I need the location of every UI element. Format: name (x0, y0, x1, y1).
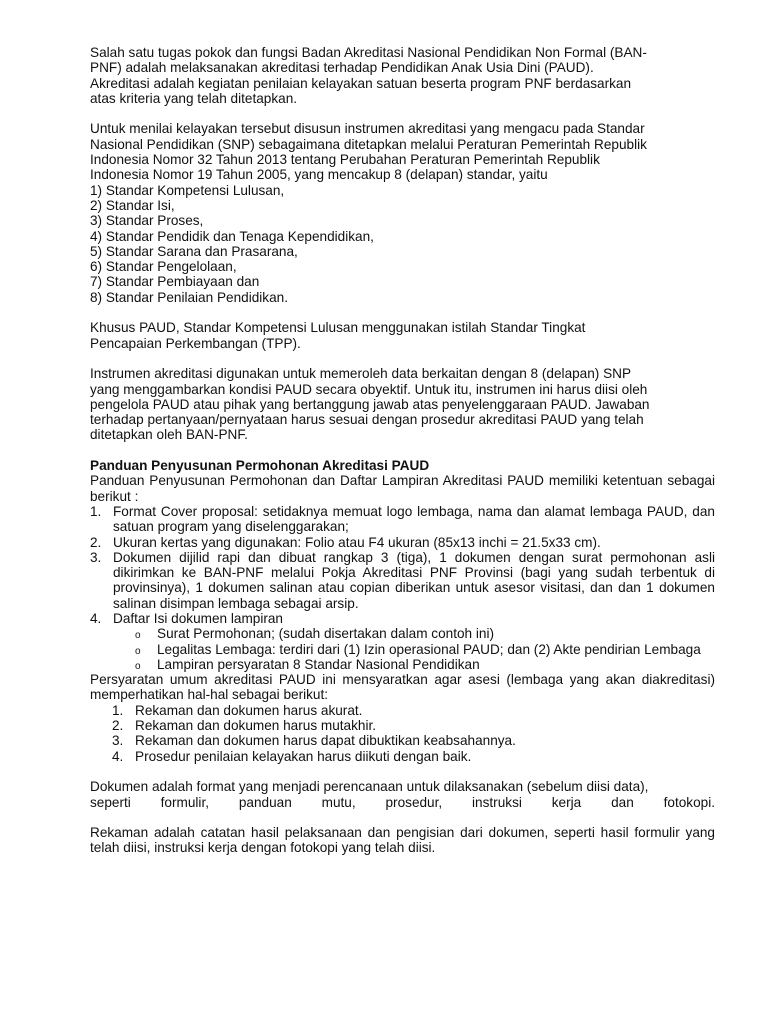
document-page (90, 45, 715, 871)
dokumen-line: Dokumen adalah format yang menjadi perencanaan untuk dilaksanakan (sebelum diisi data), (90, 779, 649, 795)
instrumen-line: Untuk menilai kelayakan tersebut disusun instrumen akreditasi yang mengacu pada Standar (90, 121, 645, 137)
intro-paragraph (90, 45, 715, 106)
dokumen-line: seperti formulir, panduan mutu, prosedur, instruksi kerja dan fotokopi. (90, 794, 715, 810)
circle-bullet-icon: o (135, 630, 141, 642)
intro-line: PNF) adalah melaksanakan akreditasi terhadap Pendidikan Anak Usia Dini (PAUD). (90, 60, 594, 76)
sub-list-item-text: Legalitas Lembaga: terdiri dari (1) Izin operasional PAUD; dan (2) Akte pendirian Lembaga (157, 641, 701, 657)
lampiran-sublist (90, 626, 715, 672)
persyaratan-list (90, 703, 715, 764)
list-item-text: Ukuran kertas yang digunakan: Folio atau F4 ukuran (85x13 inchi = 21.5x33 cm). (113, 534, 601, 550)
standard-item: 1) Standar Kompetensi Lulusan, (90, 182, 285, 198)
standard-item: 7) Standar Pembiayaan dan (90, 274, 260, 290)
list-item-text: Rekaman dan dokumen harus dapat dibuktikan keabsahannya. (135, 733, 516, 749)
khusus-line: Pencapaian Perkembangan (TPP). (90, 335, 301, 351)
instrumen-data-line: Instrumen akreditasi digunakan untuk memeroleh data berkaitan dengan 8 (delapan) SNP (90, 366, 632, 382)
list-item-text: Rekaman dan dokumen harus akurat. (135, 702, 363, 718)
instrumen-paragraph (90, 121, 715, 305)
sub-list-item-text: Surat Permohonan; (sudah disertakan dalam contoh ini) (157, 626, 495, 642)
standard-item: 5) Standar Sarana dan Prasarana, (90, 243, 298, 259)
list-item (90, 749, 715, 764)
khusus-line: Khusus PAUD, Standar Kompetensi Lulusan menggunakan istilah Standar Tingkat (90, 320, 586, 336)
list-number: 4. (112, 748, 124, 764)
list-number: 3. (112, 733, 124, 749)
list-number: 4. (90, 610, 102, 626)
list-item (90, 718, 715, 733)
instrumen-data-line: pengelola PAUD atau pihak yang bertanggung jawab atas penyelenggaraan PAUD. Jawaban (90, 396, 650, 412)
sub-list-item-text: Lampiran persyaratan 8 Standar Nasional Pendidikan (157, 656, 480, 672)
khusus-paragraph (90, 320, 715, 351)
instrumen-data-line: terhadap pertanyaan/pernyataan harus sesuai dengan prosedur akreditasi PAUD yang telah (90, 412, 644, 428)
intro-line: atas kriteria yang telah ditetapkan. (90, 90, 298, 106)
standard-item: 4) Standar Pendidik dan Tenaga Kependidikan, (90, 228, 374, 244)
list-item (90, 733, 715, 748)
instrumen-data-paragraph (90, 366, 715, 442)
list-item-text: Rekaman dan dokumen harus mutakhir. (135, 718, 377, 734)
standard-item: 6) Standar Pengelolaan, (90, 259, 237, 275)
list-item (90, 703, 715, 718)
list-number: 2. (112, 718, 124, 734)
list-item-text: Daftar Isi dokumen lampiran (113, 610, 283, 626)
instrumen-data-line: ditetapkan oleh BAN-PNF. (90, 427, 248, 443)
list-item (90, 535, 715, 550)
dokumen-paragraph (90, 779, 715, 810)
panduan-section (90, 458, 715, 672)
persyaratan-intro: Persyaratan umum akreditasi PAUD ini mensyaratkan agar asesi (lembaga yang akan diakreditasi) memperhatikan hal-hal sebagai berikut: (90, 672, 715, 703)
sub-list-item (90, 642, 715, 657)
sub-list-item (90, 657, 715, 672)
standard-item: 2) Standar Isi, (90, 197, 175, 213)
instrumen-line: Indonesia Nomor 32 Tahun 2013 tentang Perubahan Peraturan Pemerintah Republik (90, 152, 600, 168)
intro-line: Salah satu tugas pokok dan fungsi Badan Akreditasi Nasional Pendidikan Non Formal (BAN- (90, 45, 647, 60)
standard-item: 3) Standar Proses, (90, 213, 204, 229)
persyaratan-section (90, 672, 715, 764)
list-item (90, 611, 715, 626)
instrumen-line: Nasional Pendidikan (SNP) sebagaimana ditetapkan melalui Peraturan Pemerintah Republik (90, 136, 647, 152)
standard-item: 8) Standar Penilaian Pendidikan. (90, 289, 288, 305)
list-item (90, 504, 715, 535)
list-item-text: Dokumen dijilid rapi dan dibuat rangkap 3 (tiga), 1 dokumen dengan surat permohonan asli dikirimkan ke BAN-PNF melalui Pokja Akreditasi PNF Provinsi (bagi yang sudah terbentuk di provinsinya), 1 dokumen salinan atau copian diberikan untuk asesor visitasi, dan dan 1 dokumen salinan disimpan lembaga sebagai arsip. (113, 549, 715, 611)
instrumen-line: Indonesia Nomor 19 Tahun 2005, yang mencakup 8 (delapan) standar, yaitu (90, 167, 548, 183)
list-item (90, 550, 715, 611)
list-number: 1. (112, 702, 124, 718)
list-item-text: Format Cover proposal: setidaknya memuat logo lembaga, nama dan alamat lembaga PAUD, dan satuan program yang diselenggarakan; (113, 503, 715, 535)
rekaman-paragraph: Rekaman adalah catatan hasil pelaksanaan dan pengisian dari dokumen, seperti hasil formulir yang telah diisi, instruksi kerja dengan fotokopi yang telah diisi. (90, 825, 715, 856)
instrumen-data-line: yang menggambarkan kondisi PAUD secara obyektif. Untuk itu, instrumen ini harus diisi oleh (90, 381, 648, 397)
list-number: 1. (90, 503, 102, 519)
section-heading: Panduan Penyusunan Permohonan Akreditasi PAUD (90, 458, 430, 474)
circle-bullet-icon: o (135, 645, 141, 657)
intro-line: Akreditasi adalah kegiatan penilaian kelayakan satuan beserta program PNF berdasarkan (90, 75, 632, 91)
list-number: 2. (90, 534, 102, 550)
circle-bullet-icon: o (135, 660, 141, 672)
list-number: 3. (90, 549, 102, 565)
panduan-intro: Panduan Penyusunan Permohonan dan Daftar Lampiran Akreditasi PAUD memiliki ketentuan sebagai berikut : (90, 473, 715, 504)
sub-list-item (90, 626, 715, 641)
list-item-text: Prosedur penilaian kelayakan harus diikuti dengan baik. (135, 748, 472, 764)
panduan-list (90, 504, 715, 626)
